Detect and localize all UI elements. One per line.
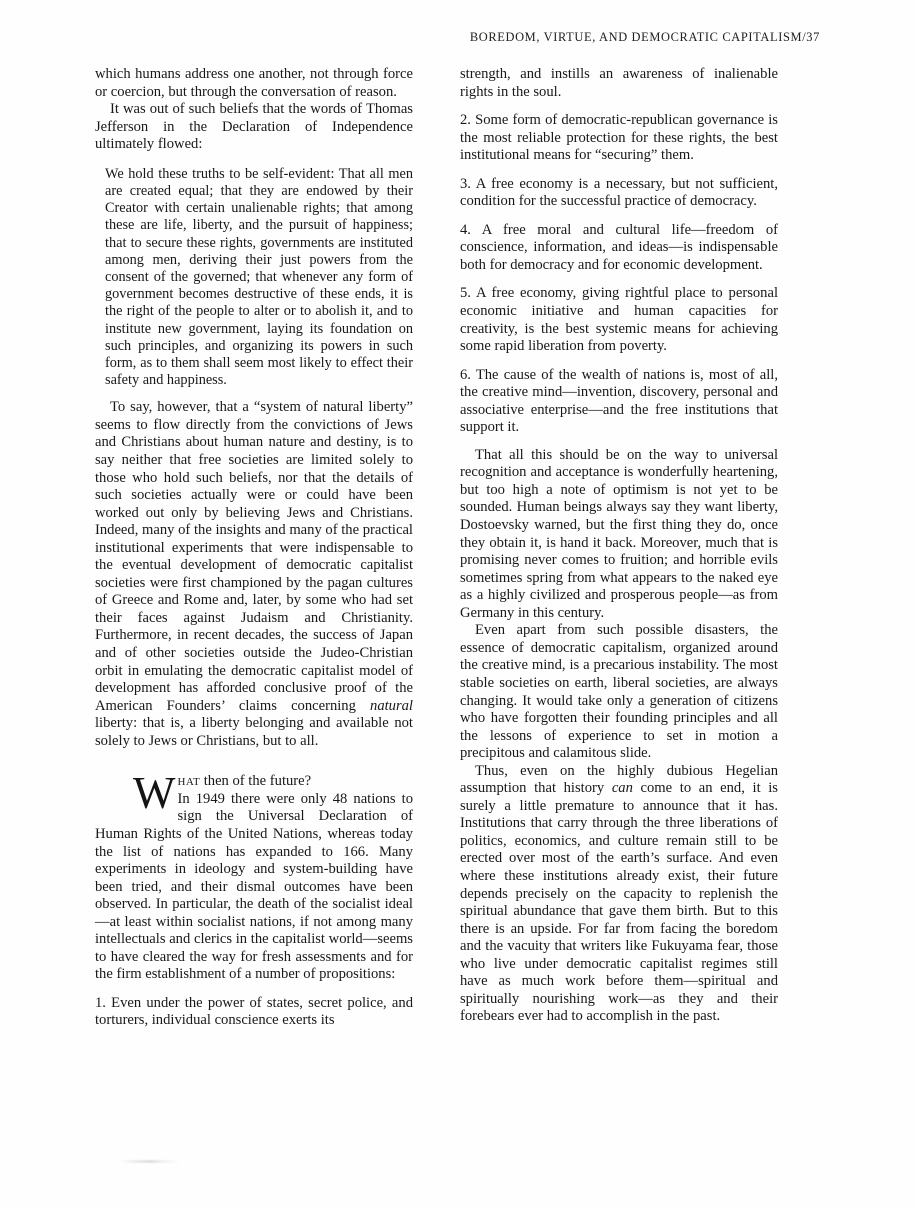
hegelian-part1: Thus, even on the highly dubious Hegelian assumption that history bbox=[460, 762, 778, 797]
blockquote-text: We hold these truths to be self-evident: That all men are created equal; that they are endowed by their Creator with certain unalienable rights; that among these are life, liberty, and the pursuit of happiness; that to secure these rights, governments are instituted among men, deriving their just powers from the consent of the governed; that whenever any form of government becomes destructive of these ends, it is the right of the people to alter or to abolish it, and to institute new government, laying its foundation on such principles, and organizing its powers in such form, as to them shall seem most likely to effect their safety and happiness. bbox=[105, 165, 413, 389]
scan-artifact bbox=[120, 1160, 180, 1163]
proposition-2: 2. Some form of democratic-republican governance is the most reliable protection for these rights, the best institutional means for “securing” them. bbox=[460, 112, 778, 164]
two-column-body bbox=[95, 66, 820, 1030]
paragraph-continued: which humans address one another, not through force or coercion, but through the conversation of reason. bbox=[95, 66, 413, 100]
right-column bbox=[460, 66, 778, 1030]
drop-cap-first-line: then of the future? bbox=[200, 773, 312, 790]
paragraph-universal-recognition: That all this should be on the way to universal recognition and acceptance is wonderfully heartening, but too high a note of optimism is not yet to be sounded. Human beings always say they want liberty, Dostoevsky warned, but the first thing they do, once they obtain it, is hand it back. Moreover, much that is promising never comes to fruition; and horrible evils sometimes spring from what appears to the naked eye as a highly civilized and prosperous people—as from Germany in this century. bbox=[460, 446, 778, 621]
proposition-6: 6. The cause of the wealth of nations is, most of all, the creative mind—invention, discovery, personal and associative enterprise—and the free institutions that support it. bbox=[460, 366, 778, 436]
left-column bbox=[95, 66, 413, 1030]
drop-cap-body: In 1949 there were only 48 nations to sign the Universal Declaration of Human Rights of the United Nations, whereas today the list of nations has expanded to 166. Many experiments in ideology and system-building have been tried, and their dismal outcomes have been observed. In particular, the death of the socialist ideal—at least within socialist nations, if not among many intellectuals and clerics in the capitalist world—seems to have cleared the way for fresh assessments and for the firm establishment of a number of propositions: bbox=[95, 790, 413, 983]
paragraph-natural-liberty bbox=[95, 399, 413, 750]
running-head: BOREDOM, VIRTUE, AND DEMOCRATIC CAPITALISM/37 bbox=[469, 30, 820, 44]
paragraph-hegelian bbox=[460, 763, 778, 1026]
hegelian-emphasis: can bbox=[611, 780, 633, 797]
hegelian-part2: come to an end, it is surely a little premature to announce that it has. Institutions that carry through the three liberations of politics, economics, and culture remain still to be erected over most of the earth’s surface. And even where these institutions already exist, their future depends precisely on the capacity to replenish the spiritual abundance that gave them birth. But to this there is an upside. For far from facing the boredom and the vacuity that writers like Fukuyama fear, those who live under democratic capitalist regimes still have as much work before them—spiritual and spiritually nourishing work—as they and their forebears ever had to accomplish in the past. bbox=[460, 780, 778, 1025]
proposition-4: 4. A free moral and cultural life—freedom of conscience, information, and ideas—is indispensable both for democracy and for economic development. bbox=[460, 221, 778, 273]
paragraph-instability: Even apart from such possible disasters, the essence of democratic capitalism, organized around the creative mind, is a precarious instability. The most stable societies on earth, liberal societies, are always changing. It would take only a generation of citizens who have forgotten their founding principles and all the lessons of experience to set in motion a precipitous and calamitous slide. bbox=[460, 622, 778, 762]
proposition-5: 5. A free economy, giving rightful place to personal economic initiative and human capacities for creativity, is the best systemic means for achieving some rapid liberation from poverty. bbox=[460, 285, 778, 355]
drop-cap-letter: W bbox=[133, 768, 176, 819]
proposition-3: 3. A free economy is a necessary, but not sufficient, condition for the successful practice of democracy. bbox=[460, 175, 778, 210]
natural-liberty-part1: To say, however, that a “system of natural liberty” seems to flow directly from the convictions of Jews and Christians about human nature and destiny, is to say neither that free societies are limited solely to those who hold such beliefs, nor that the details of such societies actually were or could have been worked out only by believing Jews and Christians. Indeed, many of the insights and many of the practical institutional experiments that were indispensable to the eventual development of democratic capitalist societies were first championed by the pagan cultures of Greece and Rome and, later, by some who had set their faces against Judaism and Christianity. Furthermore, in recent decades, the success of Japan and of other societies outside the Judeo-Christian orbit in emulating the democratic capitalist model of development has afforded conclusive proof of the American Founders’ claims concerning bbox=[95, 399, 413, 714]
drop-cap-smallcaps: hat bbox=[177, 772, 201, 790]
proposition-1: 1. Even under the power of states, secret police, and torturers, individual conscience exerts its bbox=[95, 994, 413, 1029]
paragraph-jefferson: It was out of such beliefs that the words of Thomas Jefferson in the Declaration of Independence ultimately flowed: bbox=[95, 101, 413, 153]
blockquote-declaration bbox=[95, 166, 413, 390]
natural-liberty-emphasis: natural bbox=[370, 697, 413, 714]
paragraph-drop-cap bbox=[95, 768, 413, 984]
proposition-1-continued: strength, and instills an awareness of inalienable rights in the soul. bbox=[460, 66, 778, 100]
natural-liberty-part2: liberty: that is, a liberty belonging and available not solely to Jews or Christians, but to all. bbox=[95, 715, 413, 749]
